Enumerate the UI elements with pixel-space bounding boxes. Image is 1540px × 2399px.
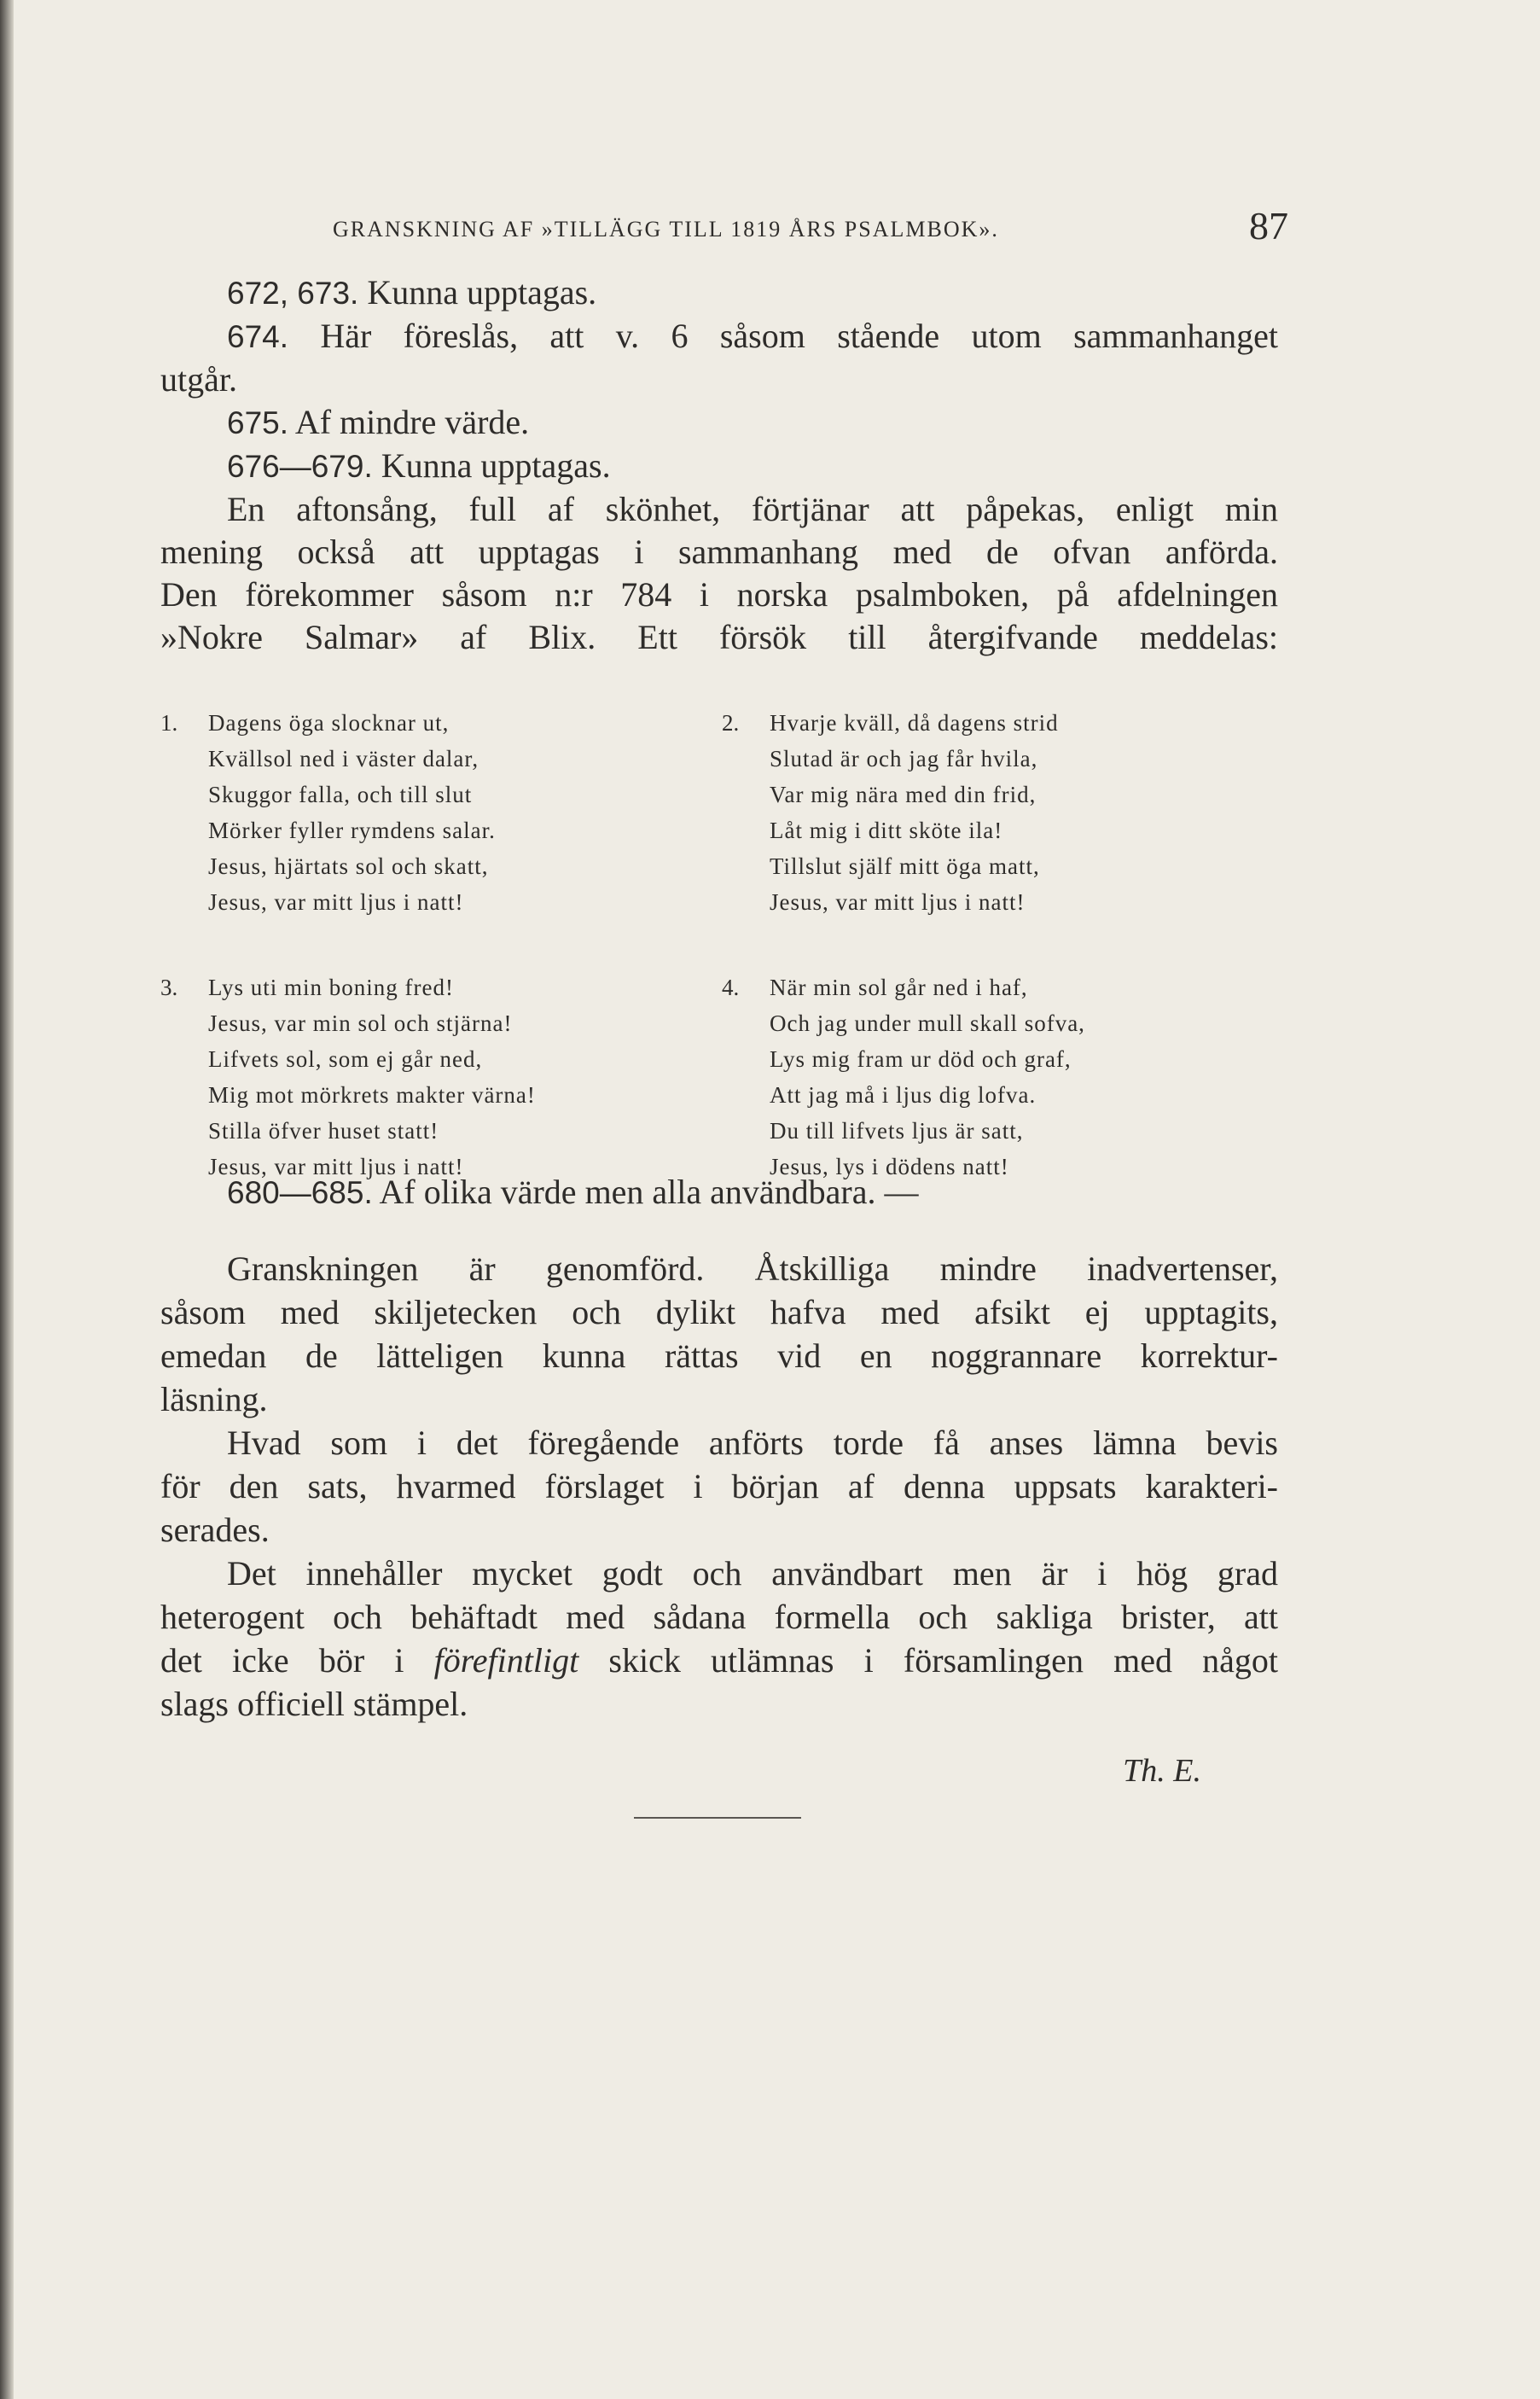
- verse-line: Mörker fyller rymdens salar.: [208, 818, 496, 843]
- header-title: GRANSKNING AF »TILLÄGG TILL 1819 ÅRS PSALMBOK».: [333, 217, 999, 242]
- hymn-translation: [160, 705, 1278, 1185]
- intro-line: »Nokre Salmar» af Blix. Ett försök till återgifvande meddelas:: [160, 618, 1278, 656]
- entry-674-continuation: utgår.: [160, 360, 237, 399]
- closing-paragraph-3: [160, 1552, 1278, 1726]
- verse-line: Lifvets sol, som ej går ned,: [208, 1046, 483, 1072]
- emphasized-word: förefintligt: [433, 1641, 579, 1680]
- entry-680-685: 680—685. Af olika värde men alla användbara. —: [227, 1173, 919, 1211]
- verse-line: Tillslut själf mitt öga matt,: [770, 853, 1040, 879]
- closing-section: [160, 1170, 1278, 1793]
- verse-line: Jesus, var mitt ljus i natt!: [770, 889, 1026, 915]
- verse-line: Hvarje kväll, då dagens strid: [770, 710, 1059, 736]
- stanza-number: 1.: [160, 710, 178, 736]
- running-header: [154, 203, 1288, 271]
- text-line: emedan de lätteligen kunna rättas vid en noggrannare korrektur-: [160, 1336, 1278, 1375]
- text-line: Hvad som i det föregående anförts torde få anses lämna bevis: [227, 1424, 1278, 1462]
- verse-line: Dagens öga slocknar ut,: [208, 710, 450, 736]
- verse-line: Stilla öfver huset statt!: [208, 1118, 439, 1144]
- text-line: läsning.: [160, 1380, 268, 1418]
- verse-line: Jesus, hjärtats sol och skatt,: [208, 853, 489, 879]
- intro-line: Den förekommer såsom n:r 784 i norska psalmboken, på afdelningen: [160, 575, 1278, 614]
- verse-line: Mig mot mörkrets makter värna!: [208, 1082, 536, 1108]
- text-line: det icke bör i förefintligt skick utlämnas i församlingen med något: [160, 1641, 1279, 1680]
- verse-line: Slutad är och jag får hvila,: [770, 746, 1038, 772]
- verse-line: Lys mig fram ur död och graf,: [770, 1046, 1072, 1072]
- text-line: Granskningen är genomförd. Åtskilliga mindre inadvertenser,: [227, 1249, 1278, 1288]
- closing-paragraph-2: [160, 1421, 1278, 1552]
- verse-line: Jesus, lys i dödens natt!: [770, 1154, 1009, 1179]
- intro-paragraph: [160, 488, 1278, 659]
- closing-paragraph-1: [160, 1247, 1278, 1421]
- stanza-4: [722, 969, 1278, 1185]
- review-entries: [160, 271, 1278, 659]
- stanza-number: 2.: [722, 710, 740, 736]
- entry-675: 675. Af mindre värde.: [227, 403, 530, 441]
- author-signature: Th. E.: [1123, 1753, 1201, 1789]
- stanza-3: [160, 969, 717, 1185]
- verse-line: Jesus, var min sol och stjärna!: [208, 1010, 513, 1036]
- text-line: slags officiell stämpel.: [160, 1685, 468, 1723]
- verse-line: Skuggor falla, och till slut: [208, 782, 473, 807]
- verse-line: Lys uti min boning fred!: [208, 975, 454, 1000]
- verse-line: Att jag må i ljus dig lofva.: [770, 1082, 1037, 1108]
- entry-674: 674. Här föreslås, att v. 6 såsom stående utom sammanhanget: [227, 317, 1279, 355]
- page-edge: [0, 0, 14, 2399]
- text-line: heterogent och behäftadt med sådana formella och sakliga brister, att: [160, 1598, 1278, 1636]
- entry-676-679: 676—679. Kunna upptagas.: [227, 446, 611, 485]
- stanza-2: [722, 705, 1278, 920]
- stanza-number: 4.: [722, 975, 740, 1000]
- verse-line: Jesus, var mitt ljus i natt!: [208, 889, 464, 915]
- verse-line: Kvällsol ned i väster dalar,: [208, 746, 479, 772]
- entry-672-673: 672, 673. Kunna upptagas.: [227, 273, 597, 312]
- stanza-number: 3.: [160, 975, 178, 1000]
- intro-line: mening också att upptagas i sammanhang med de ofvan anförda.: [160, 533, 1278, 571]
- verse-line: Och jag under mull skall sofva,: [770, 1010, 1085, 1036]
- page-number: 87: [1249, 204, 1288, 247]
- stanza-1: [160, 705, 717, 920]
- verse-line: Jesus, var mitt ljus i natt!: [208, 1154, 464, 1179]
- intro-line: En aftonsång, full af skönhet, förtjänar att påpekas, enligt min: [227, 490, 1278, 528]
- text-line: Det innehåller mycket godt och användbart men är i hög grad: [227, 1554, 1278, 1593]
- verse-line: Var mig nära med din frid,: [770, 782, 1037, 807]
- text-line: serades.: [160, 1511, 270, 1549]
- text-line: såsom med skiljetecken och dylikt hafva med afsikt ej upptagits,: [160, 1293, 1278, 1331]
- verse-line: Låt mig i ditt sköte ila!: [770, 818, 1003, 843]
- text-line: för den sats, hvarmed förslaget i början af denna uppsats karakteri-: [160, 1467, 1278, 1505]
- verse-line: När min sol går ned i haf,: [770, 975, 1028, 1000]
- end-rule: [634, 1817, 801, 1819]
- verse-line: Du till lifvets ljus är satt,: [770, 1118, 1024, 1144]
